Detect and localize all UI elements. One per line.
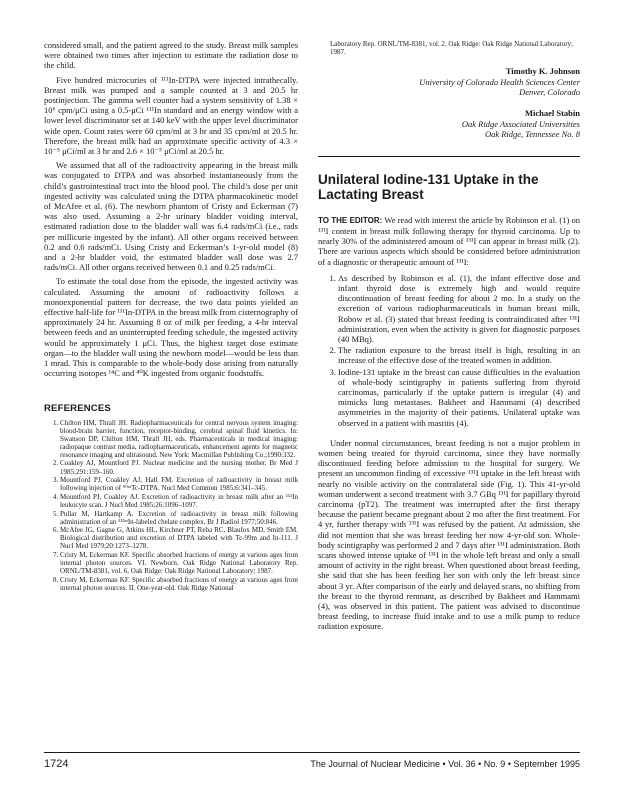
footer-rule — [44, 752, 580, 753]
reference-item: 6. McAfee JG, Gagne G, Atkins HL, Kirchner PT, Reba RC, Blaufox MD, Smith EM. Biological distribution and excretion of DTPA labeled with Tc-99m and In-111. J Nucl Med 1979;20:1273–1278. — [60, 526, 298, 550]
reference-item: 8. Cristy M, Eckerman KF. Specific absorbed fractions of energy at various ages from internal photon sources. II. One-year-old. Oak Ridge National — [60, 576, 298, 592]
consideration-item: 3. Iodine-131 uptake in the breast can cause difficulties in the evaluation of whole-body scintigraphy in patients suffering from thyroid carcinomas, particularly if the uptake pattern is irregular (4) and mimicks lung metastases. Bakheet and Hammami (4) described asymmetries in the majority of their patients. Unilateral uptake was observed in a patient with mastitis (4). — [338, 367, 580, 428]
reference-item: 5. Pullar M, Hartkamp A. Excretion of radioactivity in breast milk following administration of an ¹¹³ᵐIn-labeled chelate complex. Br J Radiol 1977;50:846. — [60, 510, 298, 526]
references-heading: REFERENCES — [44, 402, 111, 414]
editor-salutation: TO THE EDITOR: — [318, 215, 383, 225]
author-location: Oak Ridge, Tennessee No. 8 — [484, 129, 580, 140]
author-name: Timothy K. Johnson — [505, 66, 580, 77]
signature-johnson — [318, 66, 580, 98]
letter-intro — [318, 215, 580, 267]
paragraph-total-dose: To estimate the total dose from the episode, the ingested activity was calculated. Assuming the amount of radioactivity follows a monoexponential pattern for decrease, the two data points yielded an effective half-life for ¹¹¹In-DTPA in the breast milk from cisternography of approximately 24 hr. Assuming 8 oz of milk per feeding, a 4-hr interval between feeds and an uninterrupted feeding schedule, the ingested activity would be approximately 1 μCi. Thus, the highest target dose estimate organ—to the bladder wall using the newborn model—would be less than 1 mrad. This is comparable to the whole-body dose arising from naturally occurring isotopes ¹⁴C and ⁴⁰K ingested from organic foodstuffs. — [44, 276, 298, 379]
reference-item: 3. Mountford PJ, Coakley AJ, Hall FM. Excretion of radioactivity in breast milk following injection of ⁹⁹ᵐTc-DTPA. Nucl Med Commun 1985;6:341–345. — [60, 476, 298, 492]
references-list — [44, 419, 298, 592]
paragraph-dose-model: We assumed that all of the radioactivity appearing in the breast milk was conjugated to DTPA and was absorbed instantaneously from the child’s gastrointestinal tract into the blood pool. The child’s dose per unit ingested activity was calculated using the DTPA pharmacokinetic model of McAfee et al. (6). The newborn phantom of Cristy and Eckerman (7) was also used. Assuming a 2-hr urinary bladder voiding interval, estimated radiation dose to the bladder wall was 6.4 rads/mCi (i.e., rads per millicurie ingested by the infant). All other organs received between 0.2 and 0.6 rads/mCi. Using Cristy and Eckerman’s 1-yr-old model (8) and a 2-hr bladder void, the estimated bladder wall dose was 2.7 rads/mCi. All other organs received between 0.1 and 0.25 rads/mCi. — [44, 160, 298, 273]
journal-citation: The Journal of Nuclear Medicine • Vol. 36 • No. 9 • September 1995 — [310, 759, 580, 769]
author-affiliation: University of Colorado Health Sciences Center — [419, 76, 580, 87]
author-location: Denver, Colorado — [519, 87, 580, 98]
page-footer — [44, 752, 580, 770]
left-column — [44, 0, 298, 592]
consideration-item: 2. The radiation exposure to the breast itself is high, resulting in an increase of the effective dose of the treated women in addition. — [338, 345, 580, 365]
section-divider — [318, 156, 580, 157]
reference-continued: Laboratory Rep. ORNL/TM-8381, vol. 2. Oak Ridge: Oak Ridge National Laboratory; 1987. — [330, 40, 574, 57]
reference-item: 2. Coakley AJ, Mountford PJ. Nuclear medicine and the nursing mother. Br Med J 1985;291:159–160. — [60, 459, 298, 475]
paragraph-method: Five hundred microcuries of ¹¹¹In-DTPA were injected intrathecally. Breast milk was pumped and a sample counted at 3 and 20.5 hr postinjection. The gamma well counter had a system sensitivity of 1.38 × 10⁶ cpm/μCi using a 0.5-μCi ¹¹¹In standard and an energy window with a lower level discriminator set at 140 keV with the upper level discriminator wide open. Count rates were 60 cpm/ml at 3 hr and 35 cpm/ml at 20.5 hr. Therefore, the breast milk had an approximate specific activity of 4.3 × 10⁻⁵ μCi/ml at 3 hr and 2.6 × 10⁻⁵ μCi/ml at 20.5 hr. — [44, 74, 298, 157]
reference-item: 1. Chilton HM, Thrall JH. Radiopharmaceuticals for central nervous system imaging: blood-brain barrier, function, receptor-binding, cerebral spinal fluid kinetics. In: Swanson DP, Chilton HM, Thrall JH, eds. Pharmaceuticals in medical imaging: radiopaque contrast media, radiopharmaceuticals, enhancement agents for magnetic resonance imaging and ultrasound. New York: Macmillan Publishing Co.;1990:332. — [60, 419, 298, 459]
case-report-paragraph: Under normal circumstances, breast feeding is not a major problem in women being treated for thyroid carcinoma, since they have normally discontinued feeding before admission to the hospital for surgery. We present an uncommon finding of excessive ¹³¹I uptake in the left breast with nearly no visible activity on the contralateral side (Fig. 1). This 41-yr-old woman underwent a second treatment with 3.7 GBq ¹³¹I for papillary thyroid carcinoma (pT2). The treatment was interrupted after the first therapy because the patient became pregnant about 2 mo after the first treatment. For 4 yr, further therapy with ¹³¹I was refused by the patient. At admission, she did not mention that she was breast feeding her now 4-yr-old son. Whole-body scintigraphy was performed 2 and 7 days after ¹³¹I administration. Both scans showed intense uptake of ¹³¹I in the whole left breast and only a small amount of activity in the right breast. When questioned about breast feeding, she said that she has been feeding her son with only the left breast since about 3 yr. After comparison of the early and delayed scans, no shifting from the breast to the thyroid remnant, as described by Bakheet and Hammami (4), was observed in this patient. The patient was advised to discontinue breast feeding, to increase fluid intake and to use a milk pump to reduce radiation exposure. — [318, 437, 580, 632]
page-number: 1724 — [44, 758, 69, 770]
author-name: Michael Stabin — [524, 107, 580, 118]
considerations-list — [318, 273, 580, 428]
intro-text: We read with interest the article by Robinson et al. (1) on ¹³¹I content in breast milk following therapy for thyroid carcinoma. Up to nearly 30% of the administered amount of ¹³¹I can appear in breast milk (2). There are various aspects which should be considered before administration of a diagnostic or therapeutic amount of ¹³¹I: — [318, 214, 580, 267]
consideration-item: 1. As described by Robinson et al. (1), the infant effective dose and infant thyroid dose is extremely high and would require discontinuation of breast feeding for about 2 mo. In a study on the excretion of various radiopharmaceuticals in human breast milk, Robow et al. (3) stated that breast feeding is contraindicated after ¹³¹I administration, even when the activity is given for diagnostic purposes (40 MBq). — [338, 273, 580, 344]
right-column — [318, 0, 580, 632]
letter-title: Unilateral Iodine-131 Uptake in the Lactating Breast — [318, 171, 539, 203]
author-affiliation: Oak Ridge Associated Universities — [461, 118, 580, 129]
reference-item: 7. Cristy M, Eckerman KF. Specific absorbed fractions of energy at various ages from internal photon sources. VI. Newborn. Oak Ridge National Laboratory Rep. ORNL/TM-8381, vol. 6, Oak Ridge: Oak Ridge National Laboratory; 1987. — [60, 551, 298, 575]
reference-item: 4. Mountford PJ, Coakley AJ. Excretion of radioactivity in breast milk after an ¹¹¹In leukocyte scan. J Nucl Med 1985;26:1096–1097. — [60, 493, 298, 509]
signature-stabin — [318, 108, 580, 140]
paragraph-continuation: considered small, and the patient agreed to the study. Breast milk samples were obtained two times after injection to estimate the radiation dose to the child. — [44, 40, 298, 71]
